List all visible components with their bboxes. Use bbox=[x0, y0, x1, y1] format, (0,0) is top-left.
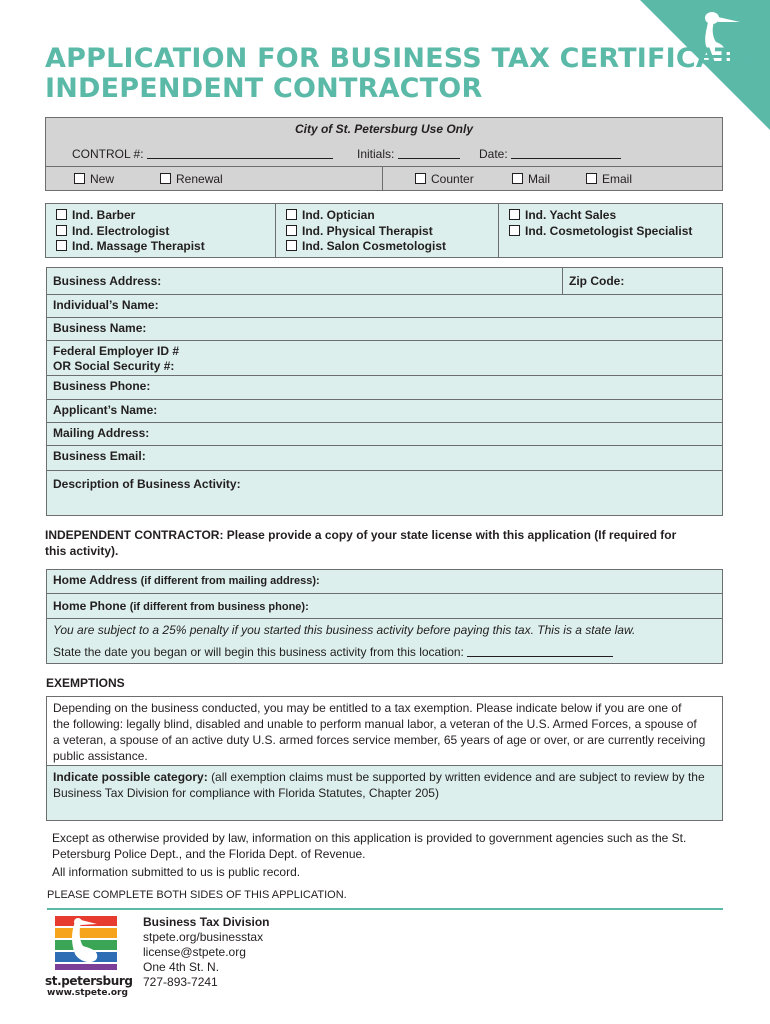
division-address: One 4th St. N. bbox=[143, 960, 220, 974]
logo-stripes-icon bbox=[45, 914, 130, 970]
individual-name-field[interactable] bbox=[46, 294, 723, 318]
type-massage-label: Ind. Massage Therapist bbox=[72, 239, 205, 253]
type-optician-label: Ind. Optician bbox=[302, 208, 375, 222]
type-barber[interactable] bbox=[56, 208, 135, 222]
penalty-box bbox=[46, 618, 723, 664]
mail-checkbox-box bbox=[512, 173, 523, 184]
office-use-box bbox=[45, 117, 723, 167]
home-phone-label: Home Phone bbox=[53, 599, 127, 613]
division-email[interactable]: license@stpete.org bbox=[143, 945, 246, 959]
type-optician[interactable] bbox=[286, 208, 375, 222]
contractor-note-bold: INDEPENDENT CONTRACTOR: bbox=[45, 528, 224, 542]
type-massage-box bbox=[56, 240, 67, 251]
category-text-1: (all exemption claims must be supported by written evidence and are subject to review by the bbox=[211, 770, 705, 784]
mail-label: Mail bbox=[528, 172, 551, 186]
division-name: Business Tax Division bbox=[143, 915, 270, 929]
business-phone-label: Business Phone: bbox=[53, 379, 151, 393]
applicant-name-label: Applicant’s Name: bbox=[53, 403, 158, 417]
email-checkbox[interactable] bbox=[586, 172, 632, 186]
type-cosmo-spec-box bbox=[509, 225, 520, 236]
penalty-text: You are subject to a 25% penalty if you started this business activity before paying this tax. This is a state law. bbox=[53, 623, 636, 637]
title-line-2: INDEPENDENT CONTRACTOR bbox=[45, 73, 483, 104]
type-massage-therapist[interactable] bbox=[56, 239, 205, 253]
type-yacht-label: Ind. Yacht Sales bbox=[525, 208, 617, 222]
contractor-note bbox=[45, 527, 725, 559]
page-title bbox=[45, 44, 763, 104]
renewal-checkbox-box bbox=[160, 173, 171, 184]
logo-name: st.petersburg bbox=[45, 974, 133, 988]
date-field[interactable] bbox=[479, 147, 621, 161]
home-address-note: (if different from mailing address): bbox=[140, 575, 320, 587]
type-electrologist-box bbox=[56, 225, 67, 236]
law-notice bbox=[52, 830, 724, 862]
exemptions-line-3: a veteran, a spouse of an active duty U.S. armed forces service member, 65 years of age or over, or are currently receiving bbox=[53, 733, 706, 747]
date-underline bbox=[511, 148, 621, 159]
exemptions-box bbox=[46, 696, 723, 766]
type-electrologist[interactable] bbox=[56, 224, 169, 238]
division-phone: 727-893-7241 bbox=[143, 975, 218, 989]
new-checkbox[interactable] bbox=[74, 172, 114, 186]
type-optician-box bbox=[286, 209, 297, 220]
type-cosmetologist-specialist[interactable] bbox=[509, 224, 692, 238]
start-date-label: State the date you began or will begin this business activity from this location: bbox=[53, 645, 464, 659]
type-electrologist-label: Ind. Electrologist bbox=[72, 224, 170, 238]
business-email-field[interactable] bbox=[46, 445, 723, 471]
method-box bbox=[382, 166, 723, 191]
home-address-field[interactable] bbox=[46, 569, 723, 594]
type-cosmo-spec-label: Ind. Cosmetologist Specialist bbox=[525, 224, 693, 238]
st-petersburg-logo bbox=[45, 914, 133, 998]
type-salon-box bbox=[286, 240, 297, 251]
new-checkbox-box bbox=[74, 173, 85, 184]
business-address-label: Business Address: bbox=[53, 274, 162, 288]
mailing-address-label: Mailing Address: bbox=[53, 426, 150, 440]
business-name-label: Business Name: bbox=[53, 321, 147, 335]
office-use-heading: City of St. Petersburg Use Only bbox=[294, 122, 474, 136]
home-phone-note: (if different from business phone): bbox=[129, 601, 309, 613]
start-date-underline bbox=[467, 646, 613, 657]
initials-underline bbox=[398, 148, 460, 159]
business-name-field[interactable] bbox=[46, 317, 723, 341]
control-label: CONTROL #: bbox=[72, 147, 144, 161]
email-label: Email bbox=[602, 172, 633, 186]
type-yacht-sales[interactable] bbox=[509, 208, 616, 222]
fein-label-line-2: OR Social Security #: bbox=[53, 359, 175, 373]
logo-url: www.stpete.org bbox=[47, 988, 128, 998]
control-underline bbox=[147, 148, 333, 159]
initials-label: Initials: bbox=[357, 147, 395, 161]
law-line-1: Except as otherwise provided by law, information on this application is provided to government agencies such as the St. bbox=[52, 831, 687, 845]
individual-name-label: Individual’s Name: bbox=[53, 298, 159, 312]
exemptions-line-2: the following: legally blind, disabled and unable to perform manual labor, a veteran of the U.S. Armed Forces, a spouse of bbox=[53, 717, 697, 731]
business-email-label: Business Email: bbox=[53, 449, 146, 463]
type-box-1 bbox=[45, 203, 276, 258]
date-label: Date: bbox=[479, 147, 508, 161]
type-salon-label: Ind. Salon Cosmetologist bbox=[302, 239, 447, 253]
new-label: New bbox=[90, 172, 115, 186]
mail-checkbox[interactable] bbox=[512, 172, 550, 186]
control-number-field[interactable] bbox=[72, 147, 333, 161]
business-phone-field[interactable] bbox=[46, 375, 723, 400]
type-physical-therapist[interactable] bbox=[286, 224, 433, 238]
mailing-address-field[interactable] bbox=[46, 422, 723, 446]
contractor-note-text-2: this activity). bbox=[45, 544, 119, 558]
new-renewal-box bbox=[45, 166, 383, 191]
counter-checkbox-box bbox=[415, 173, 426, 184]
law-line-2: Petersburg Police Dept., and the Florida Dept. of Revenue. bbox=[52, 847, 366, 861]
type-yacht-box bbox=[509, 209, 520, 220]
title-line-1: APPLICATION FOR BUSINESS TAX CERTIFICATE: bbox=[45, 43, 764, 74]
counter-label: Counter bbox=[431, 172, 474, 186]
business-activity-field[interactable] bbox=[46, 470, 723, 516]
counter-checkbox[interactable] bbox=[415, 172, 474, 186]
category-label: Indicate possible category: bbox=[53, 770, 208, 784]
exemptions-line-1: Depending on the business conducted, you may be entitled to a tax exemption. Please indicate below if you are one of bbox=[53, 701, 682, 715]
start-date-field[interactable] bbox=[53, 645, 613, 659]
business-activity-label: Description of Business Activity: bbox=[53, 477, 241, 491]
type-box-3 bbox=[498, 203, 723, 258]
renewal-label: Renewal bbox=[176, 172, 223, 186]
complete-both-sides: PLEASE COMPLETE BOTH SIDES OF THIS APPLICATION. bbox=[47, 889, 347, 901]
renewal-checkbox[interactable] bbox=[160, 172, 223, 186]
type-physical-box bbox=[286, 225, 297, 236]
zip-code-field[interactable] bbox=[562, 267, 723, 295]
type-box-2 bbox=[275, 203, 499, 258]
contractor-note-text: Please provide a copy of your state license with this application (If required for bbox=[226, 528, 677, 542]
fein-ssn-field[interactable] bbox=[46, 340, 723, 376]
exemptions-line-4: public assistance. bbox=[53, 749, 148, 763]
initials-field[interactable] bbox=[357, 147, 460, 161]
email-checkbox-box bbox=[586, 173, 597, 184]
division-web[interactable]: stpete.org/businesstax bbox=[143, 930, 264, 944]
category-text-2: Business Tax Division for compliance with Florida Statutes, Chapter 205) bbox=[53, 786, 439, 800]
applicant-name-field[interactable] bbox=[46, 399, 723, 423]
home-address-label: Home Address bbox=[53, 573, 138, 587]
type-salon-cosmetologist[interactable] bbox=[286, 239, 446, 253]
zip-code-label: Zip Code: bbox=[569, 274, 625, 288]
exemption-category-field[interactable] bbox=[46, 765, 723, 821]
type-barber-label: Ind. Barber bbox=[72, 208, 136, 222]
home-phone-field[interactable] bbox=[46, 593, 723, 619]
fein-label-line-1: Federal Employer ID # bbox=[53, 344, 180, 358]
type-physical-label: Ind. Physical Therapist bbox=[302, 224, 433, 238]
footer-divider bbox=[47, 908, 723, 910]
division-contact bbox=[143, 915, 270, 990]
type-barber-box bbox=[56, 209, 67, 220]
public-record-notice: All information submitted to us is public record. bbox=[52, 865, 301, 879]
business-address-field[interactable] bbox=[46, 267, 563, 295]
exemptions-heading: EXEMPTIONS bbox=[46, 676, 125, 690]
